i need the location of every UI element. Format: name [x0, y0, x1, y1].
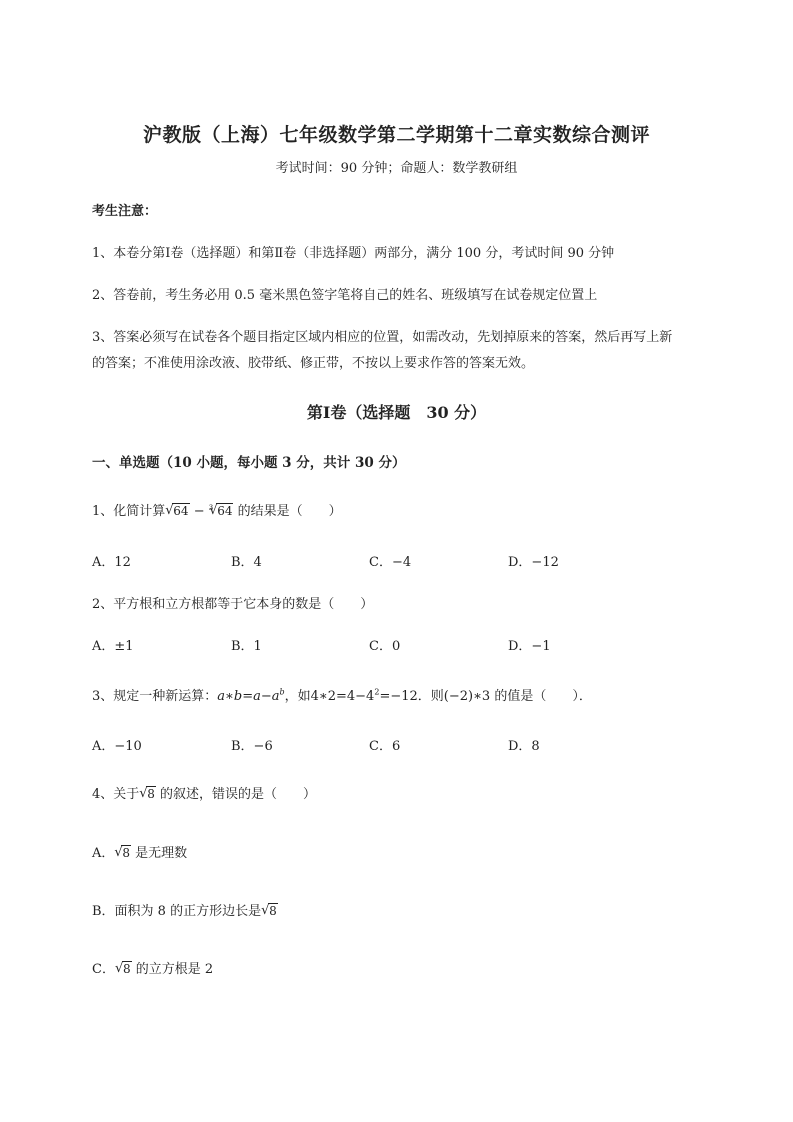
q1-sqrt-arg: 64: [173, 504, 189, 518]
exam-title: 沪教版（上海）七年级数学第二学期第十二章实数综合测评: [142, 124, 650, 146]
notice-heading: 考生注意：: [92, 204, 158, 219]
notice-item-3: 3、答案必须写在试卷各个题目指定区域内相应的位置，如需改动，先划掉原来的答案，然后再写上新: [92, 330, 673, 345]
q1-minus: −: [189, 504, 209, 519]
q3-suffix: 的值是（ ）．: [490, 689, 592, 704]
q3-then: ．则: [417, 689, 444, 704]
q4-option-a: A．√ 8 是无理数: [92, 842, 187, 861]
q1-option-a: A．12: [92, 555, 131, 570]
q3-definition: $a∗b=a-a^b$: [217, 687, 285, 704]
q3-expr: (−2)∗3: [443, 689, 491, 704]
part-heading: 一、单选题（10 小题，每小题 3 分，共计 30 分）: [92, 455, 406, 471]
notice-item-2: 2、答卷前，考生务必用 0.5 毫米黑色签字笔将自己的姓名、班级填写在试卷规定位置上: [92, 288, 598, 303]
q2-option-a: A．±1: [92, 639, 134, 654]
q4-prefix: 4、关于: [92, 787, 140, 802]
sqrt-symbol: √ 8: [114, 846, 131, 861]
q3-option-a: A．−10: [92, 739, 142, 754]
question-1: [92, 500, 342, 519]
q1-option-b: B．4: [231, 555, 262, 570]
notice-item-3-cont: 的答案；不准使用涂改液、胶带纸、修正带，不按以上要求作答的答案无效。: [92, 356, 535, 371]
q4-option-b: B．面积为 8 的正方形边长是√ 8: [92, 900, 278, 919]
q3-option-c: C．6: [369, 739, 401, 754]
sqrt-symbol: √ 8: [261, 904, 278, 919]
question-4: [92, 783, 316, 802]
q3-option-b: B．−6: [231, 739, 273, 754]
q1-cbrt-index: 3: [208, 503, 214, 512]
q1-suffix: 的结果是（ ）: [233, 504, 342, 519]
q3-option-d: D．8: [508, 739, 540, 754]
q1-option-d: D．−12: [508, 555, 559, 570]
section-title: 第Ⅰ卷（选择题 30 分）: [306, 403, 487, 422]
notice-item-1: 1、本卷分第Ⅰ卷（选择题）和第Ⅱ卷（非选择题）两部分，满分 100 分，考试时间 90 分钟: [92, 246, 615, 261]
q3-example: $4∗2=4-4^2=-12$: [310, 687, 418, 704]
q3-mid: ，如: [284, 689, 311, 704]
q4-sqrt-arg: 8: [147, 787, 155, 801]
cbrt-symbol: [209, 504, 233, 519]
q1-cbrt-arg: 64: [217, 504, 233, 518]
sqrt-symbol: √ 8: [115, 962, 132, 977]
question-3: [92, 685, 592, 704]
sqrt-symbol: [165, 504, 189, 519]
q2-option-b: B．1: [231, 639, 262, 654]
q2-option-c: C．0: [369, 639, 401, 654]
q1-option-c: C．−4: [369, 555, 412, 570]
q2-option-d: D．−1: [508, 639, 551, 654]
sqrt-symbol: [139, 787, 156, 802]
question-2: 2、平方根和立方根都等于它本身的数是（ ）: [92, 597, 374, 612]
q4-option-c: C．√ 8 的立方根是 2: [92, 958, 213, 977]
exam-subtitle: 考试时间：90 分钟；命题人：数学教研组: [275, 161, 518, 176]
q4-suffix: 的叙述，错误的是（ ）: [155, 787, 317, 802]
q3-prefix: 3、规定一种新运算：: [92, 689, 218, 704]
q1-prefix: 1、化简计算: [92, 504, 166, 519]
